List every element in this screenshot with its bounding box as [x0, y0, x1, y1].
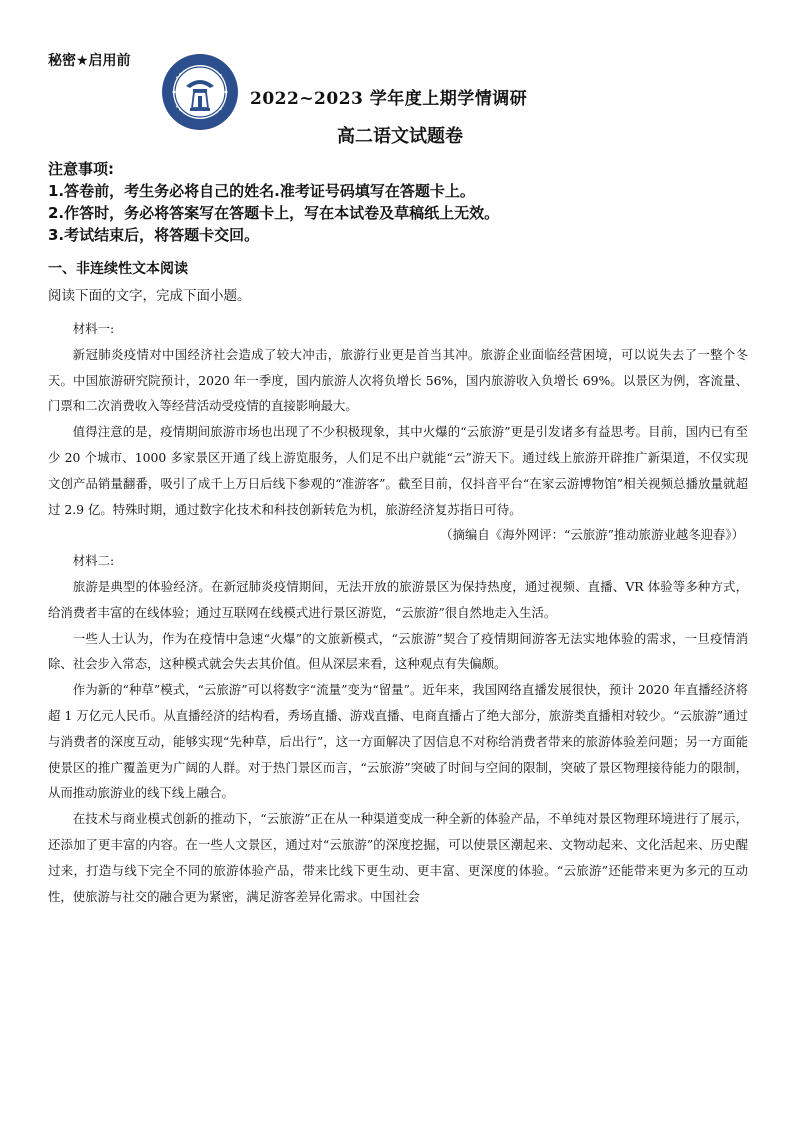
notice-item: 3.考试结束后，将答题卡交回。 [48, 226, 260, 244]
source-citation: （摘编自《海外网评：“云旅游”推动旅游业越冬迎春》） [440, 527, 744, 543]
notice-heading: 注意事项: [48, 160, 114, 178]
paragraph: 在技术与商业模式创新的推动下，“云旅游”正在从一种渠道变成一种全新的体验产品，不单纯对景区物理环境进行了展示，还添加了更丰富的内容。在一些人文景区，通过对“云旅游”的深度挖掘，可以使景区潮起来、文物动起来、文化活起来、历史醒过来，打造与线下完全不同的旅游体验产品，带来比线下更生动、更丰富、更深度的体验。“云旅游”还能带来更为多元的互动性，使旅游与社交的融合更为紧密，满足游客差异化需求。中国社会 [48, 811, 748, 904]
section-title: 一、非连续性文本阅读 [48, 261, 188, 277]
confidential-mark: 秘密★启用前 [48, 53, 131, 69]
notice-item: 2.作答时，务必将答案写在答题卡上，写在本试卷及草稿纸上无效。 [48, 204, 500, 222]
exam-subtitle: 高二语文试题卷 [337, 126, 463, 147]
material-label: 材料一: [72, 321, 115, 336]
paragraph: 一些人士认为，作为在疫情中急速“火爆”的文旅新模式，“云旅游”契合了疫情期间游客无法实地体验的需求，一旦疫情消除、社会步入常态，这种模式就会失去其价值。但从深层来看，这种观点有失偏颇。 [48, 630, 748, 672]
paragraph: 旅游是典型的体验经济。在新冠肺炎疫情期间，无法开放的旅游景区为保持热度，通过视频、直播、VR 体验等多种方式，给消费者丰富的在线体验；通过互联网在线模式进行景区游览，“云旅游”很自然地走入生活。 [48, 578, 748, 620]
school-logo [160, 52, 240, 132]
notice-item: 1.答卷前，考生务必将自己的姓名.准考证号码填写在答题卡上。 [48, 182, 475, 200]
exam-title: 2022~2023 学年度上期学情调研 [250, 89, 528, 109]
paragraph: 新冠肺炎疫情对中国经济社会造成了较大冲击，旅游行业更是首当其冲。旅游企业面临经营困境，可以说失去了一整个冬天。中国旅游研究院预计，2020 年一季度，国内旅游人次将负增长 56%，国内旅游收入负增长 69%。以景区为例，客流量、门票和二次消费收入等经营活动受疫情的直接影响最大。 [48, 346, 748, 414]
notice-block [48, 158, 748, 246]
paragraph: 值得注意的是，疫情期间旅游市场也出现了不少积极现象，其中火爆的“云旅游”更是引发诸多有益思考。目前，国内已有至少 20 个城市、1000 多家景区开通了线上游览服务，人们足不出户就能“云”游天下。通过线上旅游开辟推广新渠道，不仅实现文创产品销量翻番，吸引了成千上万日后线下参观的“准游客”。截至目前，仅抖音平台“在家云游博物馆”相关视频总播放量就超过 2.9 亿。特殊时期，通过数字化技术和科技创新转危为机，旅游经济复苏指日可待。 [48, 424, 748, 517]
paragraph: 作为新的“种草”模式，“云旅游”可以将数字“流量”变为“留量”。近年来，我国网络直播发展很快，预计 2020 年直播经济将超 1 万亿元人民币。从直播经济的结构看，秀场直播、游戏直播、电商直播占了绝大部分，旅游类直播相对较少。“云旅游”通过与消费者的深度互动，能够实现“先种草，后出行”，这一方面解决了因信息不对称给消费者带来的旅游体验差问题；另一方面能使景区的推广覆盖更为广阔的人群。对于热门景区而言，“云旅游”突破了时间与空间的限制，突破了景区物理接待能力的限制，从而推动旅游业的线下线上融合。 [48, 682, 748, 801]
reading-passage [48, 316, 748, 909]
section-instruction: 阅读下面的文字，完成下面小题。 [48, 288, 251, 304]
material-label: 材料二: [72, 553, 115, 569]
